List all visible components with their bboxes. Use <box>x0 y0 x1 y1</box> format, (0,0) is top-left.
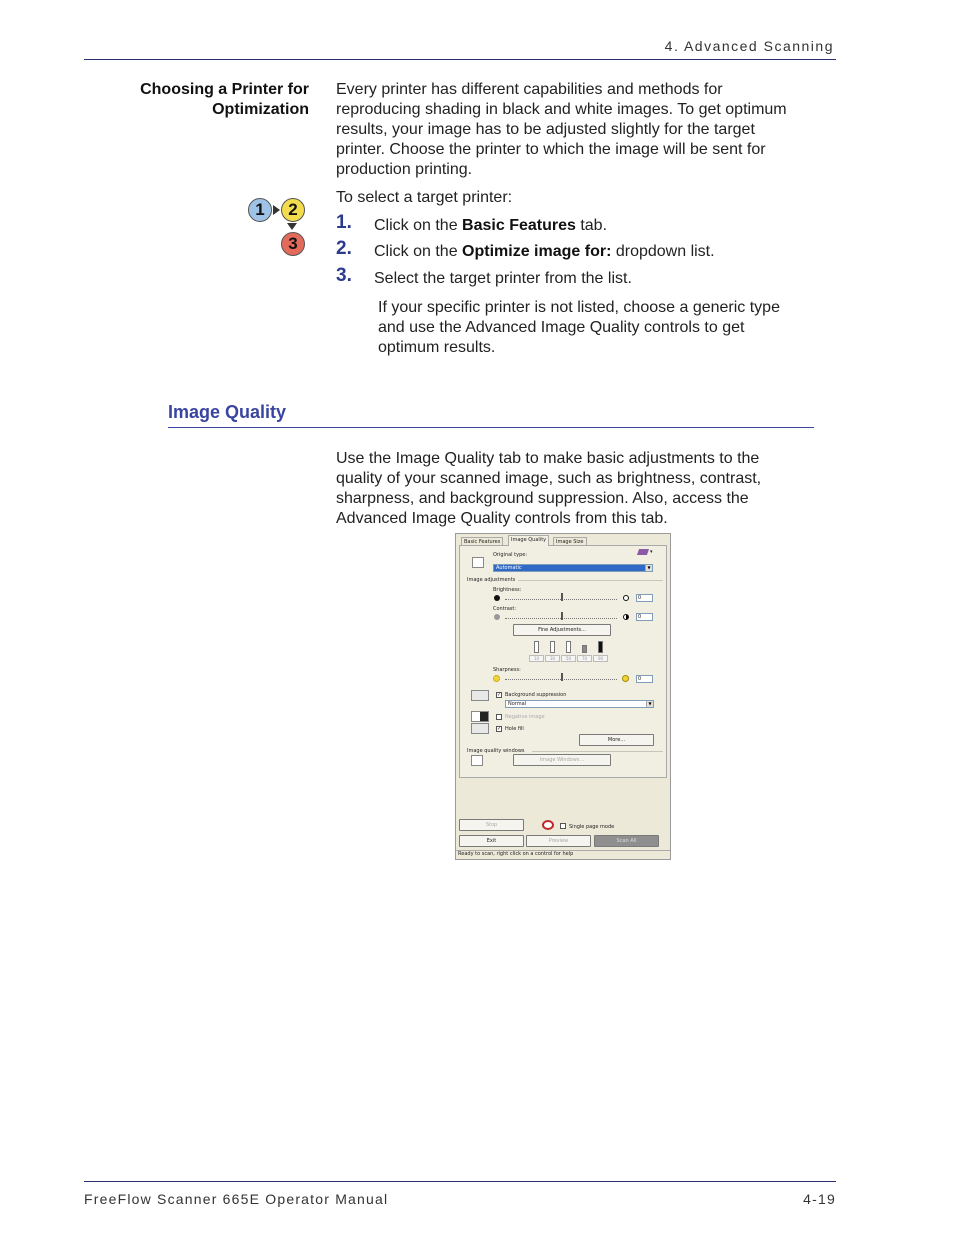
scale-cell: 70 <box>577 655 592 662</box>
procedure-intro: To select a target printer: <box>336 189 513 206</box>
tab-image-quality[interactable]: Image Quality <box>508 535 549 546</box>
running-header: 4. Advanced Scanning <box>664 38 834 54</box>
step-note <box>378 298 828 358</box>
slider-thumb[interactable] <box>561 593 563 601</box>
footer-manual-title: FreeFlow Scanner 665E Operator Manual <box>84 1191 389 1207</box>
steps-icon <box>246 196 306 256</box>
single-page-label: Single page mode <box>569 824 615 830</box>
step-text-post: tab. <box>575 217 608 234</box>
single-page-checkbox[interactable] <box>560 823 566 829</box>
slider-thumb[interactable] <box>561 612 563 620</box>
step-number: 2. <box>336 238 352 259</box>
section-title: Image Quality <box>168 402 287 422</box>
sharpness-slider[interactable] <box>505 674 617 680</box>
step-text-pre: Click on the <box>374 217 463 234</box>
section2-paragraph <box>336 449 816 529</box>
document-icon <box>472 557 484 568</box>
step-text: Select the target printer from the list. <box>374 270 632 287</box>
sidehead-line-1: Choosing a Printer for <box>140 81 309 98</box>
section-sidehead <box>100 80 309 120</box>
tone-bar <box>550 641 555 653</box>
sharp-sun-icon <box>622 675 629 682</box>
printer-logo-icon <box>637 549 649 555</box>
intro-line: production printing. <box>336 161 473 178</box>
background-suppression-checkbox[interactable]: ✓ <box>497 692 502 698</box>
tab-basic-features[interactable]: Basic Features <box>461 537 503 546</box>
brightness-slider[interactable] <box>505 594 617 600</box>
step-item <box>336 212 816 236</box>
brightness-value[interactable]: 0 <box>636 594 653 602</box>
section2-line: Use the Image Quality tab to make basic adjustments to the <box>336 450 760 467</box>
footer-page-number: 4-19 <box>803 1191 836 1207</box>
background-suppression-value: Normal <box>508 701 527 707</box>
note-line: and use the Advanced Image Quality controls to get <box>378 319 745 336</box>
scan-all-button[interactable]: Scan All <box>594 835 659 847</box>
step-text <box>374 216 607 236</box>
low-contrast-icon <box>494 614 500 620</box>
image-windows-button[interactable]: Image Windows... <box>513 754 611 766</box>
background-suppression-icon <box>471 690 489 701</box>
background-suppression-label: Background suppression <box>505 692 567 698</box>
iq-windows-label: Image quality windows <box>467 748 525 754</box>
step-icon-circle-2: 2 <box>281 198 305 222</box>
intro-paragraph <box>336 80 836 180</box>
negative-image-checkbox[interactable] <box>496 714 502 720</box>
original-type-label: Original type: <box>493 552 528 558</box>
contrast-value[interactable]: 0 <box>636 613 653 621</box>
sharpness-value[interactable]: 0 <box>636 675 653 683</box>
header-rule <box>84 59 836 60</box>
scale-cell: 30 <box>545 655 560 662</box>
fine-adjustments-button[interactable]: Fine Adjustments... <box>513 624 611 636</box>
step-text <box>374 242 715 262</box>
image-adjustments-label: Image adjustments <box>467 577 516 583</box>
contrast-label: Contrast: <box>493 606 517 612</box>
dropdown-arrow-icon: ▼ <box>646 701 653 707</box>
scale-cell: 10 <box>529 655 544 662</box>
dark-circle-icon <box>494 595 500 601</box>
hole-fill-icon <box>471 723 489 734</box>
intro-line: results, your image has to be adjusted slightly for the target <box>336 121 755 138</box>
step-icon-circle-3: 3 <box>281 232 305 256</box>
sidehead-line-2: Optimization <box>212 101 309 118</box>
original-type-value: Automatic <box>496 565 522 571</box>
scale-cell: 90 <box>593 655 608 662</box>
slider-thumb[interactable] <box>561 673 563 681</box>
tab-panel <box>459 545 667 778</box>
tone-bar <box>566 641 571 653</box>
step-number: 1. <box>336 212 352 233</box>
step-item <box>336 265 816 289</box>
tone-bar <box>598 641 603 653</box>
note-line: If your specific printer is not listed, choose a generic type <box>378 299 780 316</box>
image-windows-icon <box>471 755 483 766</box>
intro-line: printer. Choose the printer to which the image will be sent for <box>336 141 766 158</box>
intro-line: reproducing shading in black and white images. To get optimum <box>336 101 787 118</box>
tab-image-size[interactable]: Image Size <box>553 537 587 546</box>
group-divider <box>518 580 663 581</box>
intro-line: Every printer has different capabilities and methods for <box>336 81 723 98</box>
soft-sun-icon <box>493 675 500 682</box>
step-icon-circle-1: 1 <box>248 198 272 222</box>
step-number: 3. <box>336 265 352 286</box>
contrast-slider[interactable] <box>505 613 617 619</box>
image-quality-dialog-screenshot <box>455 533 671 860</box>
footer-rule <box>84 1181 836 1182</box>
original-type-select[interactable] <box>493 564 653 572</box>
step-text-post: dropdown list. <box>611 243 715 260</box>
chevron-down-icon: ▾ <box>650 549 653 555</box>
high-contrast-icon <box>623 614 629 620</box>
hole-fill-label: Hole fill <box>505 726 524 732</box>
light-circle-icon <box>623 595 629 601</box>
section2-line: quality of your scanned image, such as brightness, contrast, <box>336 470 762 487</box>
section2-line: sharpness, and background suppression. Also, access the <box>336 490 749 507</box>
group-divider <box>532 751 663 752</box>
step-text-bold: Optimize image for: <box>462 243 612 260</box>
hole-fill-checkbox[interactable]: ✓ <box>497 726 502 732</box>
sharpness-label: Sharpness: <box>493 667 521 673</box>
dropdown-arrow-icon: ▼ <box>645 565 652 571</box>
no-scan-icon <box>542 820 554 830</box>
note-line: optimum results. <box>378 339 496 356</box>
step-text-bold: Basic Features <box>462 217 576 234</box>
stop-button[interactable]: Stop <box>459 819 524 831</box>
brightness-label: Brightness: <box>493 587 522 593</box>
negative-image-icon <box>471 711 489 722</box>
tone-bar <box>582 645 587 653</box>
tone-bars <box>532 639 607 653</box>
exit-button[interactable]: Exit <box>459 835 524 847</box>
tone-bar <box>534 641 539 653</box>
section2-line: Advanced Image Quality controls from this tab. <box>336 510 668 527</box>
right-arrow-icon <box>273 205 280 215</box>
background-suppression-select[interactable] <box>505 700 654 708</box>
step-item <box>336 238 816 262</box>
scale-cell: 50 <box>561 655 576 662</box>
more-button[interactable]: More... <box>579 734 654 746</box>
down-arrow-icon <box>287 223 297 230</box>
status-bar: Ready to scan, right click on a control for help <box>456 850 670 859</box>
step-text-pre: Click on the <box>374 243 463 260</box>
preview-button[interactable]: Preview <box>526 835 591 847</box>
section-rule <box>168 427 814 428</box>
negative-image-label: Negative image <box>505 714 545 720</box>
